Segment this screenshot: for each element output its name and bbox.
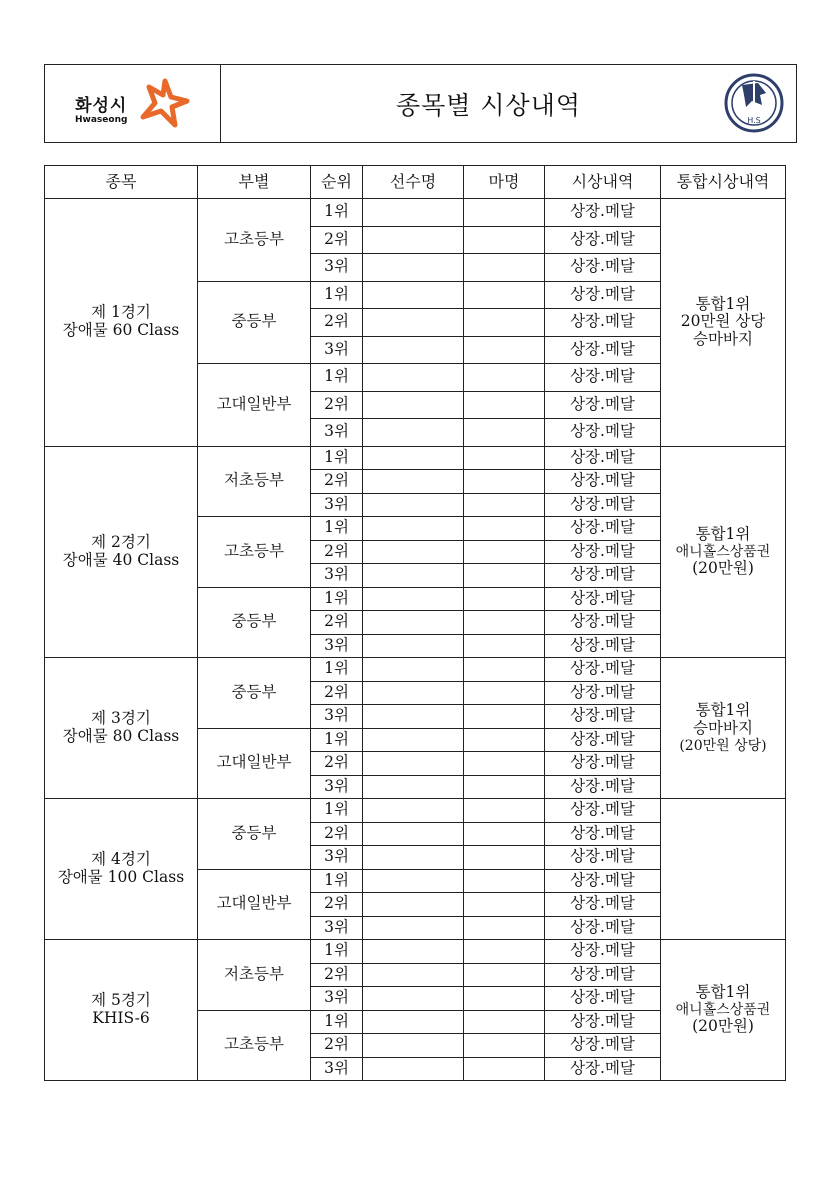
rank-cell: 1위 xyxy=(311,799,363,823)
column-header: 종목 xyxy=(45,166,198,199)
athlete-name-cell[interactable] xyxy=(363,775,464,799)
horse-name-cell[interactable] xyxy=(464,564,545,588)
award-cell: 상장.메달 xyxy=(545,254,661,282)
combined-award-cell xyxy=(661,940,786,1081)
combined-award-cell xyxy=(661,446,786,658)
athlete-name-cell[interactable] xyxy=(363,963,464,987)
event-class: 장애물 60 Class xyxy=(62,321,180,340)
combined-award-line: 애니홀스상품권 xyxy=(675,1001,771,1018)
division-cell: 고대일반부 xyxy=(198,869,311,940)
division-cell: 고초등부 xyxy=(198,199,311,282)
rank-cell: 3위 xyxy=(311,987,363,1011)
horse-name-cell[interactable] xyxy=(464,1034,545,1058)
award-cell: 상장.메달 xyxy=(545,540,661,564)
rank-cell: 2위 xyxy=(311,309,363,337)
hs-emblem-icon xyxy=(722,71,786,135)
horse-name-cell[interactable] xyxy=(464,364,545,392)
event-title: 제 4경기 xyxy=(91,850,151,869)
rank-cell: 1위 xyxy=(311,199,363,227)
athlete-name-cell[interactable] xyxy=(363,611,464,635)
rank-cell: 3위 xyxy=(311,846,363,870)
rank-cell: 2위 xyxy=(311,1034,363,1058)
event-cell xyxy=(45,799,198,940)
award-cell: 상장.메달 xyxy=(545,470,661,494)
combined-award-line: 통합1위 xyxy=(695,294,751,313)
athlete-name-cell[interactable] xyxy=(363,391,464,419)
award-cell: 상장.메달 xyxy=(545,893,661,917)
horse-name-cell[interactable] xyxy=(464,493,545,517)
award-cell: 상장.메달 xyxy=(545,963,661,987)
athlete-name-cell[interactable] xyxy=(363,364,464,392)
athlete-name-cell[interactable] xyxy=(363,1057,464,1081)
award-cell: 상장.메달 xyxy=(545,869,661,893)
athlete-name-cell[interactable] xyxy=(363,940,464,964)
document-header xyxy=(44,64,797,143)
event-cell xyxy=(45,940,198,1081)
horse-name-cell[interactable] xyxy=(464,940,545,964)
event-title: 제 5경기 xyxy=(91,991,151,1010)
athlete-name-cell[interactable] xyxy=(363,799,464,823)
athlete-name-cell[interactable] xyxy=(363,987,464,1011)
athlete-name-cell[interactable] xyxy=(363,226,464,254)
athlete-name-cell[interactable] xyxy=(363,587,464,611)
table-header-row xyxy=(45,166,786,199)
award-cell: 상장.메달 xyxy=(545,587,661,611)
horse-name-cell[interactable] xyxy=(464,446,545,470)
horse-name-cell[interactable] xyxy=(464,254,545,282)
horse-name-cell[interactable] xyxy=(464,199,545,227)
horse-name-cell[interactable] xyxy=(464,822,545,846)
column-header: 시상내역 xyxy=(545,166,661,199)
award-cell: 상장.메달 xyxy=(545,940,661,964)
award-cell: 상장.메달 xyxy=(545,493,661,517)
combined-award-line: 애니홀스상품권 xyxy=(675,543,771,560)
award-cell: 상장.메달 xyxy=(545,728,661,752)
athlete-name-cell[interactable] xyxy=(363,822,464,846)
hwaseong-star-icon xyxy=(139,77,191,129)
rank-cell: 1위 xyxy=(311,1010,363,1034)
award-cell: 상장.메달 xyxy=(545,658,661,682)
horse-name-cell[interactable] xyxy=(464,1057,545,1081)
award-cell: 상장.메달 xyxy=(545,775,661,799)
event-title: 제 2경기 xyxy=(91,532,151,551)
award-cell: 상장.메달 xyxy=(545,1034,661,1058)
athlete-name-cell[interactable] xyxy=(363,419,464,447)
combined-award-line: 통합1위 xyxy=(695,701,751,720)
horse-name-cell[interactable] xyxy=(464,634,545,658)
page-title: 종목별 시상내역 xyxy=(396,90,581,120)
award-cell: 상장.메달 xyxy=(545,391,661,419)
svg-text:H.S: H.S xyxy=(747,116,761,125)
rank-cell: 1위 xyxy=(311,658,363,682)
award-cell: 상장.메달 xyxy=(545,634,661,658)
athlete-name-cell[interactable] xyxy=(363,564,464,588)
rank-cell: 1위 xyxy=(311,281,363,309)
athlete-name-cell[interactable] xyxy=(363,752,464,776)
horse-name-cell[interactable] xyxy=(464,987,545,1011)
rank-cell: 2위 xyxy=(311,611,363,635)
division-cell: 저초등부 xyxy=(198,940,311,1011)
combined-award-line: 통합1위 xyxy=(695,524,751,543)
column-header: 순위 xyxy=(311,166,363,199)
rank-cell: 1위 xyxy=(311,446,363,470)
division-cell: 고초등부 xyxy=(198,517,311,588)
combined-award-line: (20만원 상당) xyxy=(679,737,767,754)
horse-name-cell[interactable] xyxy=(464,611,545,635)
athlete-name-cell[interactable] xyxy=(363,517,464,541)
horse-name-cell[interactable] xyxy=(464,309,545,337)
award-cell: 상장.메달 xyxy=(545,564,661,588)
athlete-name-cell[interactable] xyxy=(363,1034,464,1058)
horse-name-cell[interactable] xyxy=(464,705,545,729)
horse-name-cell[interactable] xyxy=(464,893,545,917)
athlete-name-cell[interactable] xyxy=(363,681,464,705)
column-header: 마명 xyxy=(464,166,545,199)
combined-award-line: 20만원 상당 xyxy=(680,312,766,331)
athlete-name-cell[interactable] xyxy=(363,846,464,870)
athlete-name-cell[interactable] xyxy=(363,446,464,470)
award-cell: 상장.메달 xyxy=(545,199,661,227)
rank-cell: 3위 xyxy=(311,705,363,729)
award-cell: 상장.메달 xyxy=(545,309,661,337)
combined-award-line: (20만원) xyxy=(692,558,754,577)
athlete-name-cell[interactable] xyxy=(363,728,464,752)
city-logo xyxy=(45,65,221,142)
table-row xyxy=(45,199,786,227)
award-cell: 상장.메달 xyxy=(545,611,661,635)
division-cell: 중등부 xyxy=(198,799,311,870)
combined-award-cell xyxy=(661,799,786,940)
rank-cell: 2위 xyxy=(311,963,363,987)
column-header: 통합시상내역 xyxy=(661,166,786,199)
division-cell: 중등부 xyxy=(198,281,311,364)
award-cell: 상장.메달 xyxy=(545,1010,661,1034)
athlete-name-cell[interactable] xyxy=(363,336,464,364)
rank-cell: 3위 xyxy=(311,493,363,517)
horse-name-cell[interactable] xyxy=(464,470,545,494)
event-class: 장애물 80 Class xyxy=(62,727,180,745)
rank-cell: 3위 xyxy=(311,634,363,658)
award-cell: 상장.메달 xyxy=(545,226,661,254)
division-cell: 중등부 xyxy=(198,587,311,658)
rank-cell: 1위 xyxy=(311,940,363,964)
award-cell: 상장.메달 xyxy=(545,364,661,392)
division-cell: 저초등부 xyxy=(198,446,311,517)
horse-name-cell[interactable] xyxy=(464,963,545,987)
horse-name-cell[interactable] xyxy=(464,540,545,564)
division-cell: 중등부 xyxy=(198,658,311,729)
column-header: 부별 xyxy=(198,166,311,199)
division-cell: 고초등부 xyxy=(198,1010,311,1081)
horse-name-cell[interactable] xyxy=(464,752,545,776)
horse-name-cell[interactable] xyxy=(464,281,545,309)
rank-cell: 2위 xyxy=(311,391,363,419)
event-title: 제 3경기 xyxy=(91,709,151,728)
award-cell: 상장.메달 xyxy=(545,705,661,729)
athlete-name-cell[interactable] xyxy=(363,281,464,309)
logo-english-text: Hwaseong xyxy=(75,115,128,125)
award-cell: 상장.메달 xyxy=(545,336,661,364)
combined-award-line: 승마바지 xyxy=(693,330,753,349)
rank-cell: 3위 xyxy=(311,916,363,940)
horse-name-cell[interactable] xyxy=(464,517,545,541)
athlete-name-cell[interactable] xyxy=(363,493,464,517)
rank-cell: 2위 xyxy=(311,540,363,564)
award-cell: 상장.메달 xyxy=(545,419,661,447)
rank-cell: 3위 xyxy=(311,254,363,282)
rank-cell: 1위 xyxy=(311,517,363,541)
rank-cell: 2위 xyxy=(311,226,363,254)
event-cell xyxy=(45,658,198,799)
awards-table xyxy=(44,165,786,1081)
horse-name-cell[interactable] xyxy=(464,587,545,611)
athlete-name-cell[interactable] xyxy=(363,658,464,682)
horse-name-cell[interactable] xyxy=(464,336,545,364)
award-cell: 상장.메달 xyxy=(545,446,661,470)
athlete-name-cell[interactable] xyxy=(363,470,464,494)
event-class: KHIS-6 xyxy=(92,1009,150,1027)
event-title: 제 1경기 xyxy=(91,303,151,322)
event-cell xyxy=(45,446,198,658)
horse-name-cell[interactable] xyxy=(464,916,545,940)
logo-korean-text: 화성시 xyxy=(75,96,128,116)
athlete-name-cell[interactable] xyxy=(363,893,464,917)
horse-name-cell[interactable] xyxy=(464,658,545,682)
rank-cell: 2위 xyxy=(311,752,363,776)
horse-name-cell[interactable] xyxy=(464,775,545,799)
table-row xyxy=(45,658,786,682)
award-cell: 상장.메달 xyxy=(545,1057,661,1081)
award-cell: 상장.메달 xyxy=(545,752,661,776)
table-row xyxy=(45,940,786,964)
column-header: 선수명 xyxy=(363,166,464,199)
division-cell: 고대일반부 xyxy=(198,728,311,799)
athlete-name-cell[interactable] xyxy=(363,916,464,940)
award-cell: 상장.메달 xyxy=(545,987,661,1011)
rank-cell: 3위 xyxy=(311,775,363,799)
horse-name-cell[interactable] xyxy=(464,728,545,752)
rank-cell: 2위 xyxy=(311,681,363,705)
athlete-name-cell[interactable] xyxy=(363,1010,464,1034)
combined-award-line: (20만원) xyxy=(692,1017,754,1036)
award-cell: 상장.메달 xyxy=(545,681,661,705)
award-cell: 상장.메달 xyxy=(545,799,661,823)
athlete-name-cell[interactable] xyxy=(363,254,464,282)
award-cell: 상장.메달 xyxy=(545,822,661,846)
event-cell xyxy=(45,199,198,447)
athlete-name-cell[interactable] xyxy=(363,634,464,658)
horse-name-cell[interactable] xyxy=(464,391,545,419)
rank-cell: 3위 xyxy=(311,1057,363,1081)
rank-cell: 2위 xyxy=(311,822,363,846)
horse-name-cell[interactable] xyxy=(464,1010,545,1034)
rank-cell: 3위 xyxy=(311,336,363,364)
combined-award-cell xyxy=(661,658,786,799)
athlete-name-cell[interactable] xyxy=(363,540,464,564)
horse-name-cell[interactable] xyxy=(464,681,545,705)
rank-cell: 1위 xyxy=(311,728,363,752)
award-cell: 상장.메달 xyxy=(545,281,661,309)
award-cell: 상장.메달 xyxy=(545,846,661,870)
horse-name-cell[interactable] xyxy=(464,869,545,893)
award-cell: 상장.메달 xyxy=(545,916,661,940)
rank-cell: 2위 xyxy=(311,893,363,917)
athlete-name-cell[interactable] xyxy=(363,705,464,729)
event-class: 장애물 100 Class xyxy=(57,868,185,886)
horse-name-cell[interactable] xyxy=(464,846,545,870)
event-class: 장애물 40 Class xyxy=(62,550,180,569)
rank-cell: 1위 xyxy=(311,869,363,893)
table-row xyxy=(45,799,786,823)
athlete-name-cell[interactable] xyxy=(363,869,464,893)
division-cell: 고대일반부 xyxy=(198,364,311,447)
award-cell: 상장.메달 xyxy=(545,517,661,541)
table-row xyxy=(45,446,786,470)
horse-name-cell[interactable] xyxy=(464,226,545,254)
combined-award-cell xyxy=(661,199,786,447)
rank-cell: 3위 xyxy=(311,564,363,588)
athlete-name-cell[interactable] xyxy=(363,199,464,227)
combined-award-line: 통합1위 xyxy=(695,983,751,1002)
rank-cell: 2위 xyxy=(311,470,363,494)
rank-cell: 1위 xyxy=(311,364,363,392)
horse-name-cell[interactable] xyxy=(464,419,545,447)
combined-award-line: 승마바지 xyxy=(693,718,753,737)
rank-cell: 1위 xyxy=(311,587,363,611)
horse-name-cell[interactable] xyxy=(464,799,545,823)
rank-cell: 3위 xyxy=(311,419,363,447)
athlete-name-cell[interactable] xyxy=(363,309,464,337)
